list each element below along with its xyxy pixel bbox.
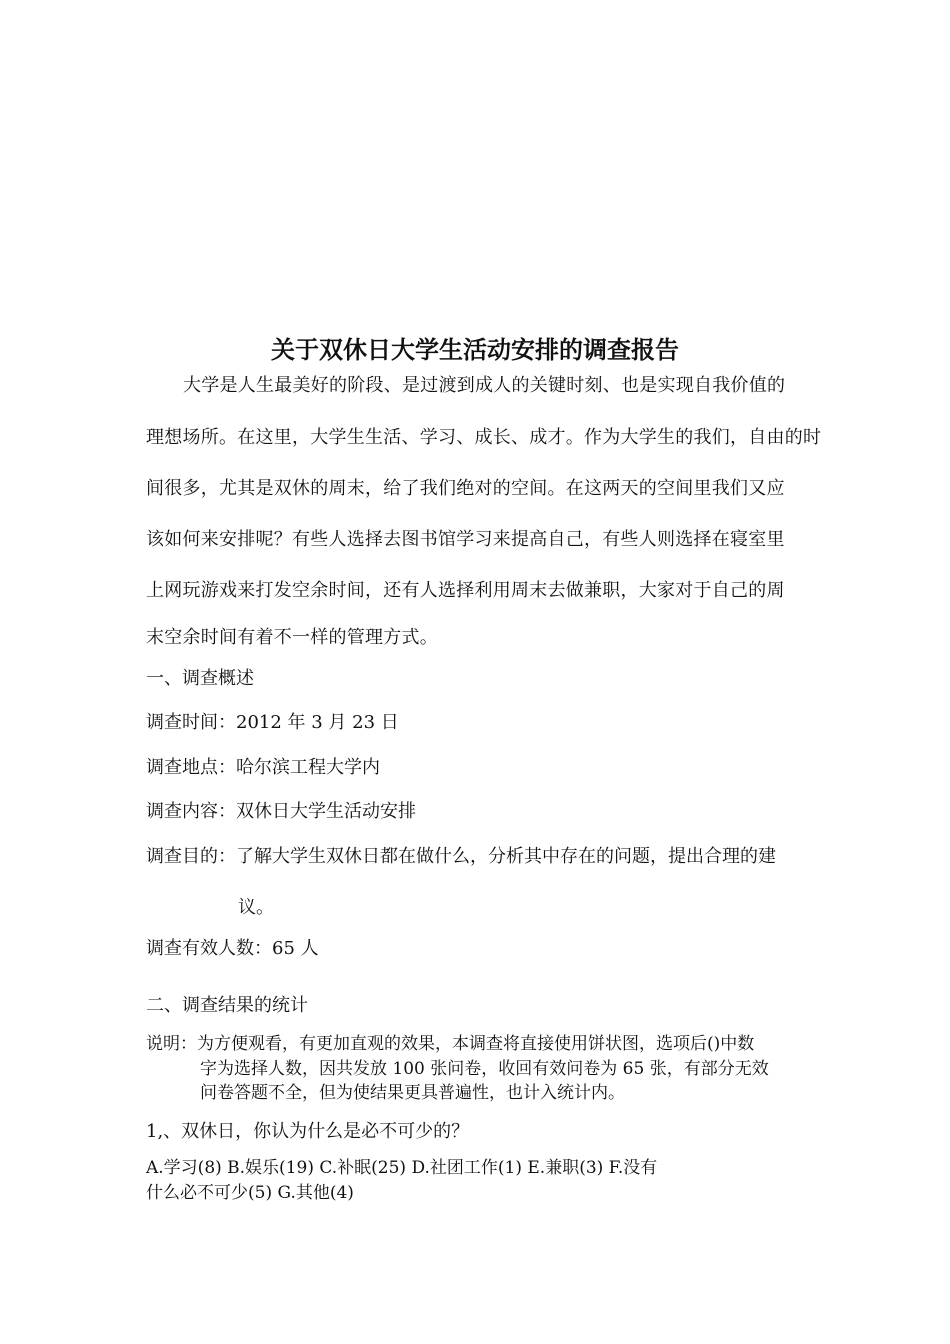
note-line-3: 问卷答题不全，但为使结果更具普遍性，也计入统计内。 bbox=[200, 1083, 625, 1103]
survey-purpose-line-1: 调查目的：了解大学生双休日都在做什么，分析其中存在的问题，提出合理的建 bbox=[146, 846, 776, 867]
section2-heading: 二、调查结果的统计 bbox=[146, 995, 308, 1016]
intro-line-4: 该如何来安排呢？有些人选择去图书馆学习来提高自己，有些人则选择在寝室里 bbox=[146, 529, 785, 550]
survey-time: 调查时间：2012 年 3 月 23 日 bbox=[146, 712, 399, 733]
survey-count: 调查有效人数：65 人 bbox=[146, 938, 319, 959]
note-line-1: 说明：为方便观看，有更加直观的效果，本调查将直接使用饼状图，选项后()中数 bbox=[146, 1034, 755, 1054]
report-title: 关于双休日大学生活动安排的调查报告 bbox=[271, 336, 679, 364]
survey-purpose-line-2: 议。 bbox=[238, 897, 274, 918]
survey-place: 调查地点：哈尔滨工程大学内 bbox=[146, 757, 380, 778]
intro-line-2: 理想场所。在这里，大学生生活、学习、成长、成才。作为大学生的我们，自由的时 bbox=[146, 427, 822, 448]
intro-line-3: 间很多，尤其是双休的周末，给了我们绝对的空间。在这两天的空间里我们又应 bbox=[146, 478, 785, 499]
intro-line-1: 大学是人生最美好的阶段、是过渡到成人的关键时刻、也是实现自我价值的 bbox=[183, 375, 786, 396]
intro-line-5: 上网玩游戏来打发空余时间，还有人选择利用周末去做兼职，大家对于自己的周 bbox=[146, 580, 785, 601]
question-1: 1,、双休日，你认为什么是必不可少的？ bbox=[146, 1121, 470, 1142]
section1-heading: 一、调查概述 bbox=[146, 668, 254, 689]
question-1-options-line-1: A.学习(8) B.娱乐(19) C.补眠(25) D.社团工作(1) E.兼职(3) F.没有 bbox=[146, 1158, 658, 1178]
intro-line-6: 末空余时间有着不一样的管理方式。 bbox=[146, 627, 438, 648]
note-line-2: 字为选择人数，因共发放 100 张问卷，收回有效问卷为 65 张，有部分无效 bbox=[200, 1059, 769, 1079]
survey-content: 调查内容：双休日大学生活动安排 bbox=[146, 801, 416, 822]
question-1-options-line-2: 什么必不可少(5) G.其他(4) bbox=[146, 1183, 354, 1203]
